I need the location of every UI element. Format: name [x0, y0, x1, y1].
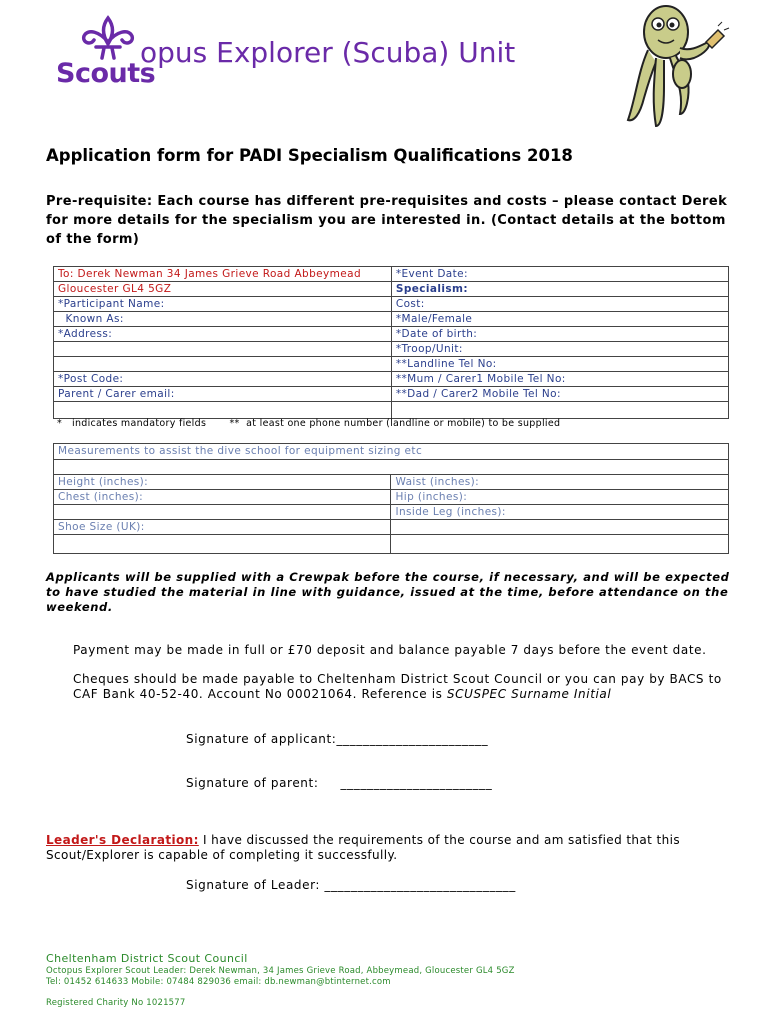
measurement-right-cell[interactable]: Inside Leg (inches): — [391, 505, 729, 520]
details-left-cell[interactable] — [54, 342, 392, 357]
table-row — [54, 282, 729, 297]
details-left-cell[interactable]: Gloucester GL4 5GZ — [54, 282, 392, 297]
table-row — [54, 402, 729, 419]
cheques-text-line2 — [73, 687, 611, 702]
details-left-cell[interactable]: *Post Code: — [54, 372, 392, 387]
table-row — [54, 342, 729, 357]
prerequisite-text: Pre-requisite: Each course has different pre-requisites and costs – please contact Derek for more details for the specialism you are interested in. (Contact details at the bottom of the form) — [46, 194, 728, 247]
details-right-cell[interactable]: *Event Date: — [391, 267, 728, 282]
footer-leader-line: Octopus Explorer Scout Leader: Derek Newman, 34 James Grieve Road, Abbeymead, Gloucester GL4 5GZ — [46, 966, 515, 976]
bank-details: CAF Bank 40-52-40. Account No 00021064. Reference is — [73, 687, 447, 701]
cheques-text-line1: Cheques should be made payable to Cheltenham District Scout Council or you can pay by BACS to — [73, 672, 722, 686]
leaders-declaration — [46, 833, 746, 863]
parent-signature-line[interactable]: Signature of parent: _______________________ — [186, 776, 493, 790]
details-left-cell[interactable] — [54, 402, 392, 419]
details-right-cell[interactable]: **Mum / Carer1 Mobile Tel No: — [391, 372, 728, 387]
measurement-right-cell[interactable] — [391, 535, 729, 554]
details-right-cell[interactable] — [391, 402, 728, 419]
details-left-cell[interactable] — [54, 357, 392, 372]
crewpak-notice: Applicants will be supplied with a Crewpak before the course, if necessary, and will be expected to have studied the material in line with guidance, issued at the time, before attendance on the weekend. — [46, 570, 730, 614]
octopus-mascot-icon — [618, 2, 736, 130]
details-right-cell[interactable]: **Landline Tel No: — [391, 357, 728, 372]
table-row — [54, 475, 729, 490]
measurement-left-cell[interactable]: Shoe Size (UK): — [54, 520, 391, 535]
leader-signature-line[interactable]: Signature of Leader: _____________________________ — [186, 878, 516, 892]
payment-text: Payment may be made in full or £70 deposit and balance payable 7 days before the event date. — [73, 643, 707, 657]
applicant-signature-line[interactable]: Signature of applicant:_______________________ — [186, 732, 489, 746]
measurement-left-cell[interactable]: Height (inches): — [54, 475, 391, 490]
leaders-declaration-label: Leader's Declaration: — [46, 833, 199, 847]
details-right-cell[interactable]: *Date of birth: — [391, 327, 728, 342]
measurement-right-cell[interactable] — [391, 520, 729, 535]
table-row — [54, 357, 729, 372]
table-row — [54, 505, 729, 520]
applicant-details-table — [53, 266, 729, 419]
footer-council: Cheltenham District Scout Council — [46, 952, 248, 965]
measurement-left-cell[interactable] — [54, 505, 391, 520]
measurement-right-cell[interactable]: Hip (inches): — [391, 490, 729, 505]
measurement-left-cell[interactable] — [54, 535, 391, 554]
details-left-cell[interactable]: *Address: — [54, 327, 392, 342]
table-row — [54, 535, 729, 554]
details-right-cell[interactable]: Specialism: — [391, 282, 728, 297]
table-row — [54, 520, 729, 535]
table-row — [54, 372, 729, 387]
details-left-cell[interactable]: Parent / Carer email: — [54, 387, 392, 402]
details-left-cell[interactable]: *Participant Name: — [54, 297, 392, 312]
details-right-cell[interactable]: Cost: — [391, 297, 728, 312]
measurement-right-cell[interactable]: Waist (inches): — [391, 475, 729, 490]
logo-wordmark: Scouts — [56, 58, 156, 89]
measurements-table — [53, 443, 729, 554]
details-right-cell[interactable]: **Dad / Carer2 Mobile Tel No: — [391, 387, 728, 402]
details-right-cell[interactable]: *Male/Female — [391, 312, 728, 327]
fleur-de-lis-icon — [78, 14, 138, 60]
payment-reference: SCUSPEC Surname Initial — [446, 687, 612, 701]
details-left-cell[interactable]: To: Derek Newman 34 James Grieve Road Abbeymead — [54, 267, 392, 282]
table-row — [54, 387, 729, 402]
form-title: Application form for PADI Specialism Qualifications 2018 — [46, 146, 573, 165]
details-left-cell[interactable]: Known As: — [54, 312, 392, 327]
blank-row[interactable] — [54, 460, 729, 475]
table-row — [54, 327, 729, 342]
measurements-heading: Measurements to assist the dive school for equipment sizing etc — [54, 444, 729, 460]
details-right-cell[interactable]: *Troop/Unit: — [391, 342, 728, 357]
table-row — [54, 297, 729, 312]
mandatory-fields-note: * indicates mandatory fields ** at least one phone number (landline or mobile) to be supplied — [57, 418, 561, 429]
table-row — [54, 312, 729, 327]
measurement-left-cell[interactable]: Chest (inches): — [54, 490, 391, 505]
footer-charity: Registered Charity No 1021577 — [46, 998, 186, 1008]
leaders-declaration-text: I have discussed the requirements of the course and am satisfied that this Scout/Explorer is capable of completing it successfully. — [46, 833, 680, 862]
unit-title: opus Explorer (Scuba) Unit — [140, 36, 516, 69]
table-row — [54, 267, 729, 282]
footer-contact-line: Tel: 01452 614633 Mobile: 07484 829036 email: db.newman@btinternet.com — [46, 977, 391, 987]
table-row — [54, 490, 729, 505]
